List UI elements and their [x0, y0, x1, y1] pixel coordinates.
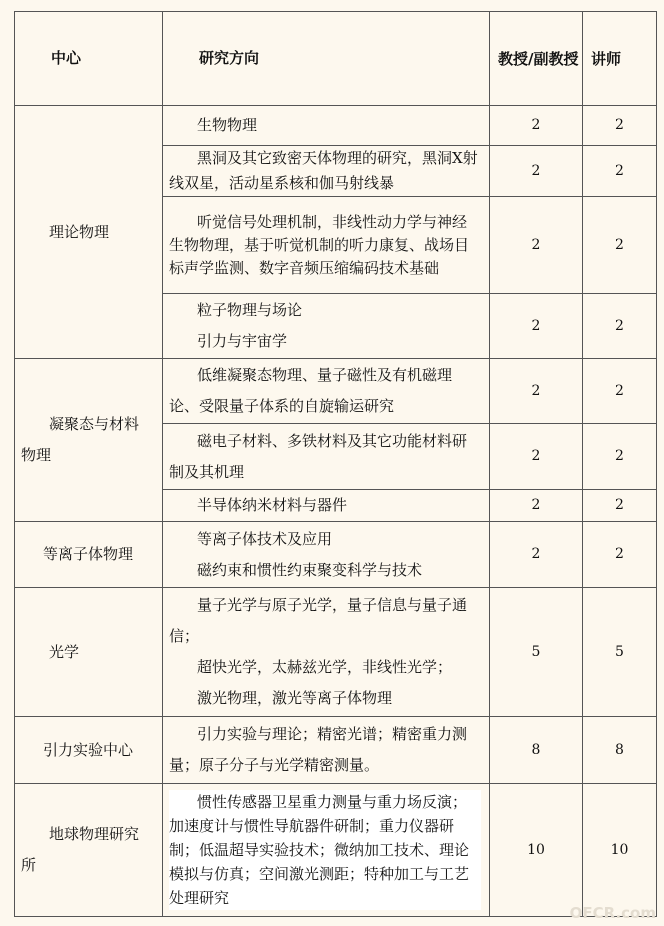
center-name: 凝聚态与材料物理 — [21, 415, 140, 464]
professor-count: 5 — [490, 588, 583, 717]
direction-cell — [163, 522, 490, 588]
professor-count: 2 — [490, 359, 583, 424]
header-lecturer: 讲师 — [583, 12, 657, 106]
professor-count: 2 — [490, 424, 583, 490]
lecturer-count: 2 — [583, 197, 657, 294]
direction-line: 引力与宇宙学 — [197, 332, 288, 350]
direction-cell — [163, 197, 490, 294]
direction-line: 磁电子材料、多铁材料及其它功能材料研制及其机理 — [169, 431, 468, 481]
direction-line: 生物物理 — [197, 116, 258, 134]
center-cell — [15, 588, 163, 717]
center-name: 理论物理 — [49, 222, 110, 241]
direction-line: 低维凝聚态物理、量子磁性及有机磁理论、受限量子体系的自旋输运研究 — [169, 366, 453, 415]
direction-cell — [163, 106, 490, 146]
direction-line: 量子光学与原子光学，量子信息与量子通信； — [169, 596, 468, 645]
header-professor: 教授/副教授 — [490, 12, 583, 106]
direction-cell — [163, 294, 490, 359]
lecturer-count: 2 — [583, 106, 657, 146]
direction-line: 半导体纳米材料与器件 — [197, 496, 348, 514]
direction-cell — [163, 146, 490, 197]
direction-line: 超快光学，太赫兹光学，非线性光学； — [197, 658, 453, 676]
professor-count: 2 — [490, 294, 583, 359]
lecturer-count: 5 — [583, 588, 657, 717]
direction-line: 黑洞及其它致密天体物理的研究，黑洞X射线双星，活动星系核和伽马射线暴 — [169, 149, 478, 192]
center-name: 光学 — [49, 642, 80, 661]
header-direction: 研究方向 — [163, 12, 490, 106]
direction-line: 引力实验与理论；精密光谱；精密重力测量；原子分子与光学精密测量。 — [169, 725, 468, 774]
center-cell — [15, 784, 163, 917]
center-name: 地球物理研究所 — [21, 825, 140, 874]
center-name: 等离子体物理 — [43, 545, 134, 563]
professor-count: 10 — [490, 784, 583, 917]
direction-line: 粒子物理与场论 — [197, 301, 303, 319]
direction-line: 等离子体技术及应用 — [197, 529, 333, 548]
table-row — [15, 588, 657, 717]
header-center: 中心 — [15, 12, 163, 106]
research-table — [14, 11, 657, 917]
center-cell — [15, 359, 163, 522]
direction-cell — [163, 490, 490, 522]
lecturer-count: 2 — [583, 146, 657, 197]
direction-cell — [163, 424, 490, 490]
direction-cell — [163, 717, 490, 784]
direction-line: 听觉信号处理机制，非线性动力学与神经生物物理，基于听觉机制的听力康复、战场目标声学监测、数字音频压缩编码技术基础 — [169, 212, 470, 277]
watermark: OFCR.com — [569, 904, 656, 922]
table-row — [15, 717, 657, 784]
center-cell — [15, 106, 163, 359]
direction-cell — [163, 784, 490, 917]
center-name: 引力实验中心 — [43, 740, 134, 759]
lecturer-count: 2 — [583, 522, 657, 588]
table-row — [15, 522, 657, 588]
direction-cell — [163, 359, 490, 424]
direction-line: 磁约束和惯性约束聚变科学与技术 — [197, 560, 423, 579]
direction-line: 激光物理，激光等离子体物理 — [197, 689, 393, 707]
table-row — [15, 106, 657, 146]
lecturer-count: 2 — [583, 424, 657, 490]
center-cell — [15, 717, 163, 784]
center-cell — [15, 522, 163, 588]
direction-line: 惯性传感器卫星重力测量与重力场反演；加速度计与惯性导航器件研制；重力仪器研制；低温超导实验技术；微纳加工技术、理论模拟与仿真；空间激光测距；特种加工与工艺处理研究 — [169, 790, 481, 910]
lecturer-count: 8 — [583, 717, 657, 784]
professor-count: 8 — [490, 717, 583, 784]
professor-count: 2 — [490, 106, 583, 146]
table-row — [15, 784, 657, 917]
professor-count: 2 — [490, 146, 583, 197]
direction-cell — [163, 588, 490, 717]
table-row — [15, 359, 657, 424]
lecturer-count: 2 — [583, 490, 657, 522]
professor-count: 2 — [490, 490, 583, 522]
lecturer-count: 2 — [583, 359, 657, 424]
professor-count: 2 — [490, 522, 583, 588]
lecturer-count: 2 — [583, 294, 657, 359]
header-row — [15, 12, 657, 106]
lecturer-count: 10 — [583, 784, 657, 917]
professor-count: 2 — [490, 197, 583, 294]
